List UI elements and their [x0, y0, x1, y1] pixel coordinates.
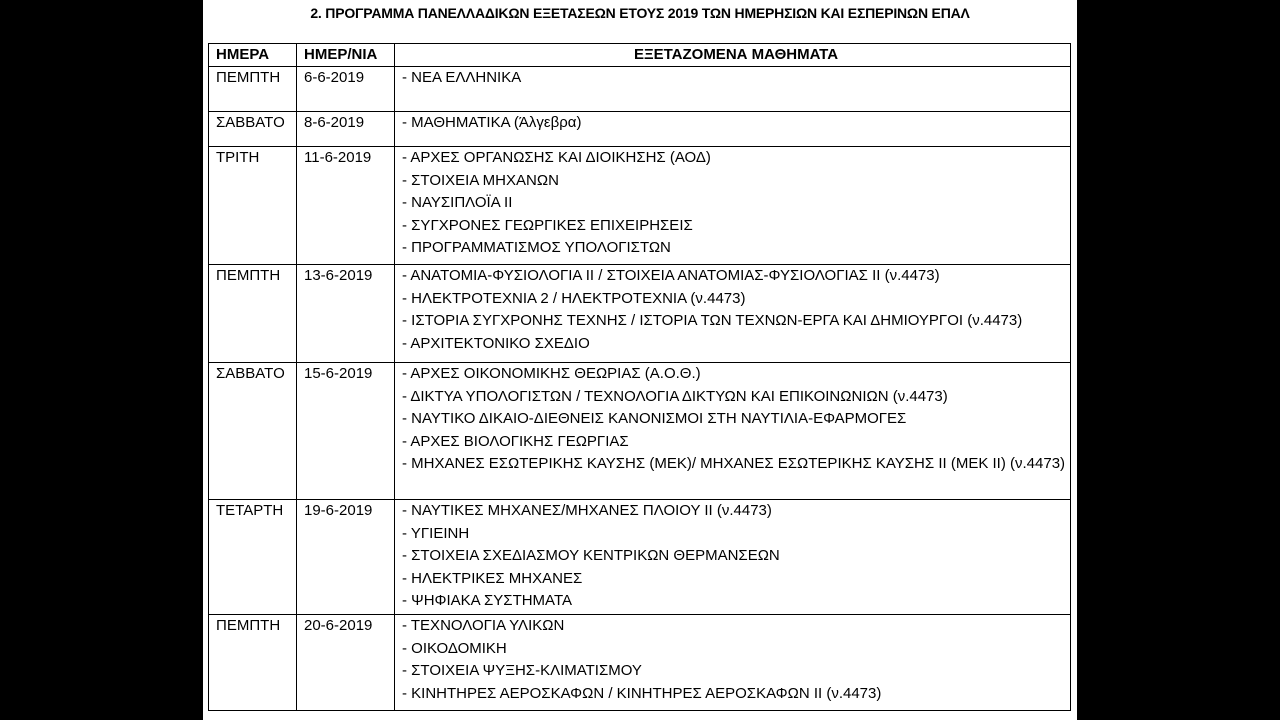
subject-item: - ΜΑΘΗΜΑΤΙΚΑ (Άλγεβρα)	[402, 114, 582, 131]
subject-item: - ΜΗΧΑΝΕΣ ΕΣΩΤΕΡΙΚΗΣ ΚΑΥΣΗΣ (ΜΕΚ)/ ΜΗΧΑΝΕΣ ΕΣΩΤΕΡΙΚΗΣ ΚΑΥΣΗΣ ΙΙ (ΜΕΚ ΙΙ) (ν.4473)	[402, 455, 1066, 473]
table-row	[209, 265, 1071, 363]
subject-item: - ΙΣΤΟΡΙΑ ΣΥΓΧΡΟΝΗΣ ΤΕΧΝΗΣ / ΙΣΤΟΡΙΑ ΤΩΝ ΤΕΧΝΩΝ-ΕΡΓΑ ΚΑΙ ΔΗΜΙΟΥΡΓΟΙ (ν.4473)	[402, 312, 1023, 330]
cell-subjects	[395, 363, 1071, 500]
header-date: ΗΜΕΡ/ΝΙΑ	[297, 44, 395, 67]
cell-date: 13-6-2019	[297, 265, 395, 363]
subject-item: - ΣΤΟΙΧΕΙΑ ΜΗΧΑΝΩΝ	[402, 171, 559, 189]
subject-item: - ΑΡΧΙΤΕΚΤΟΝΙΚΟ ΣΧΕΔΙΟ	[402, 334, 590, 352]
cell-day: ΤΡΙΤΗ	[209, 147, 297, 265]
subject-item: - ΗΛΕΚΤΡΙΚΕΣ ΜΗΧΑΝΕΣ	[402, 569, 583, 587]
table-header-row	[209, 44, 1071, 67]
subject-item: - ΣΥΓΧΡΟΝΕΣ ΓΕΩΡΓΙΚΕΣ ΕΠΙΧΕΙΡΗΣΕΙΣ	[402, 216, 693, 234]
subject-item: - ΑΡΧΕΣ ΟΙΚΟΝΟΜΙΚΗΣ ΘΕΩΡΙΑΣ (Α.Ο.Θ.)	[402, 365, 701, 382]
subject-item: - ΔΙΚΤΥΑ ΥΠΟΛΟΓΙΣΤΩΝ / ΤΕΧΝΟΛΟΓΙΑ ΔΙΚΤΥΩΝ ΚΑΙ ΕΠΙΚΟΙΝΩΝΙΩΝ (ν.4473)	[402, 387, 948, 405]
subject-item: - ΗΛΕΚΤΡΟΤΕΧΝΙΑ 2 / ΗΛΕΚΤΡΟΤΕΧΝΙΑ (ν.4473)	[402, 289, 746, 307]
table-row	[209, 147, 1071, 265]
subject-item: - ΥΓΙΕΙΝΗ	[402, 524, 470, 542]
subject-item: - ΣΤΟΙΧΕΙΑ ΣΧΕΔΙΑΣΜΟΥ ΚΕΝΤΡΙΚΩΝ ΘΕΡΜΑΝΣΕΩΝ	[402, 547, 780, 565]
table-row	[209, 500, 1071, 615]
subject-item: - ΤΕΧΝΟΛΟΓΙΑ ΥΛΙΚΩΝ	[402, 617, 565, 634]
subject-item: - ΑΝΑΤΟΜΙΑ-ΦΥΣΙΟΛΟΓΙΑ ΙΙ / ΣΤΟΙΧΕΙΑ ΑΝΑΤΟΜΙΑΣ-ΦΥΣΙΟΛΟΓΙΑΣ ΙΙ (ν.4473)	[402, 267, 940, 284]
cell-day: ΠΕΜΠΤΗ	[209, 265, 297, 363]
cell-date: 19-6-2019	[297, 500, 395, 615]
cell-subjects	[395, 615, 1071, 711]
table-row	[209, 67, 1071, 112]
subject-item: - ΚΙΝΗΤΗΡΕΣ ΑΕΡΟΣΚΑΦΩΝ / ΚΙΝΗΤΗΡΕΣ ΑΕΡΟΣΚΑΦΩΝ ΙΙ (ν.4473)	[402, 684, 882, 702]
subject-item: - ΑΡΧΕΣ ΟΡΓΑΝΩΣΗΣ ΚΑΙ ΔΙΟΙΚΗΣΗΣ (ΑΟΔ)	[402, 149, 711, 166]
subject-item: - ΟΙΚΟΔΟΜΙΚΗ	[402, 639, 507, 657]
cell-day: ΠΕΜΠΤΗ	[209, 615, 297, 711]
header-day: ΗΜΕΡΑ	[209, 44, 297, 67]
table-row	[209, 615, 1071, 711]
table-row	[209, 363, 1071, 500]
exam-schedule-table	[208, 43, 1071, 711]
subject-item: - ΝΑΥΤΙΚΟ ΔΙΚΑΙΟ-ΔΙΕΘΝΕΙΣ ΚΑΝΟΝΙΣΜΟΙ ΣΤΗ ΝΑΥΤΙΛΙΑ-ΕΦΑΡΜΟΓΕΣ	[402, 410, 907, 428]
table-row	[209, 112, 1071, 147]
cell-day: ΠΕΜΠΤΗ	[209, 67, 297, 112]
cell-subjects	[395, 112, 1071, 147]
cell-day: ΣΑΒΒΑΤΟ	[209, 363, 297, 500]
cell-day: ΤΕΤΑΡΤΗ	[209, 500, 297, 615]
cell-date: 6-6-2019	[297, 67, 395, 112]
cell-day: ΣΑΒΒΑΤΟ	[209, 112, 297, 147]
cell-date: 15-6-2019	[297, 363, 395, 500]
subject-item: - ΑΡΧΕΣ ΒΙΟΛΟΓΙΚΗΣ ΓΕΩΡΓΙΑΣ	[402, 432, 629, 450]
header-subjects: ΕΞΕΤΑΖΟΜΕΝΑ ΜΑΘΗΜΑΤΑ	[395, 44, 1071, 67]
cell-date: 20-6-2019	[297, 615, 395, 711]
document-page	[203, 0, 1077, 720]
cell-subjects	[395, 67, 1071, 112]
subject-item: - ΝΑΥΣΙΠΛΟΪΑ ΙΙ	[402, 194, 513, 212]
document-title: 2. ΠΡΟΓΡΑΜΜΑ ΠΑΝΕΛΛΑΔΙΚΩΝ ΕΞΕΤΑΣΕΩΝ ΕΤΟΥΣ 2019 ΤΩΝ ΗΜΕΡΗΣΙΩΝ ΚΑΙ ΕΣΠΕΡΙΝΩΝ ΕΠΑΛ	[310, 5, 970, 21]
subject-item: - ΣΤΟΙΧΕΙΑ ΨΥΞΗΣ-ΚΛΙΜΑΤΙΣΜΟΥ	[402, 662, 642, 680]
cell-subjects	[395, 147, 1071, 265]
subject-item: - ΝΑΥΤΙΚΕΣ ΜΗΧΑΝΕΣ/ΜΗΧΑΝΕΣ ΠΛΟΙΟΥ ΙΙ (ν.4473)	[402, 502, 772, 519]
cell-date: 11-6-2019	[297, 147, 395, 265]
subject-item: - ΝΕΑ ΕΛΛΗΝΙΚΑ	[402, 69, 522, 86]
subject-item: - ΠΡΟΓΡΑΜΜΑΤΙΣΜΟΣ ΥΠΟΛΟΓΙΣΤΩΝ	[402, 239, 671, 257]
cell-subjects	[395, 265, 1071, 363]
subject-item: - ΨΗΦΙΑΚΑ ΣΥΣΤΗΜΑΤΑ	[402, 592, 573, 610]
table-body	[209, 67, 1071, 711]
cell-subjects	[395, 500, 1071, 615]
cell-date: 8-6-2019	[297, 112, 395, 147]
